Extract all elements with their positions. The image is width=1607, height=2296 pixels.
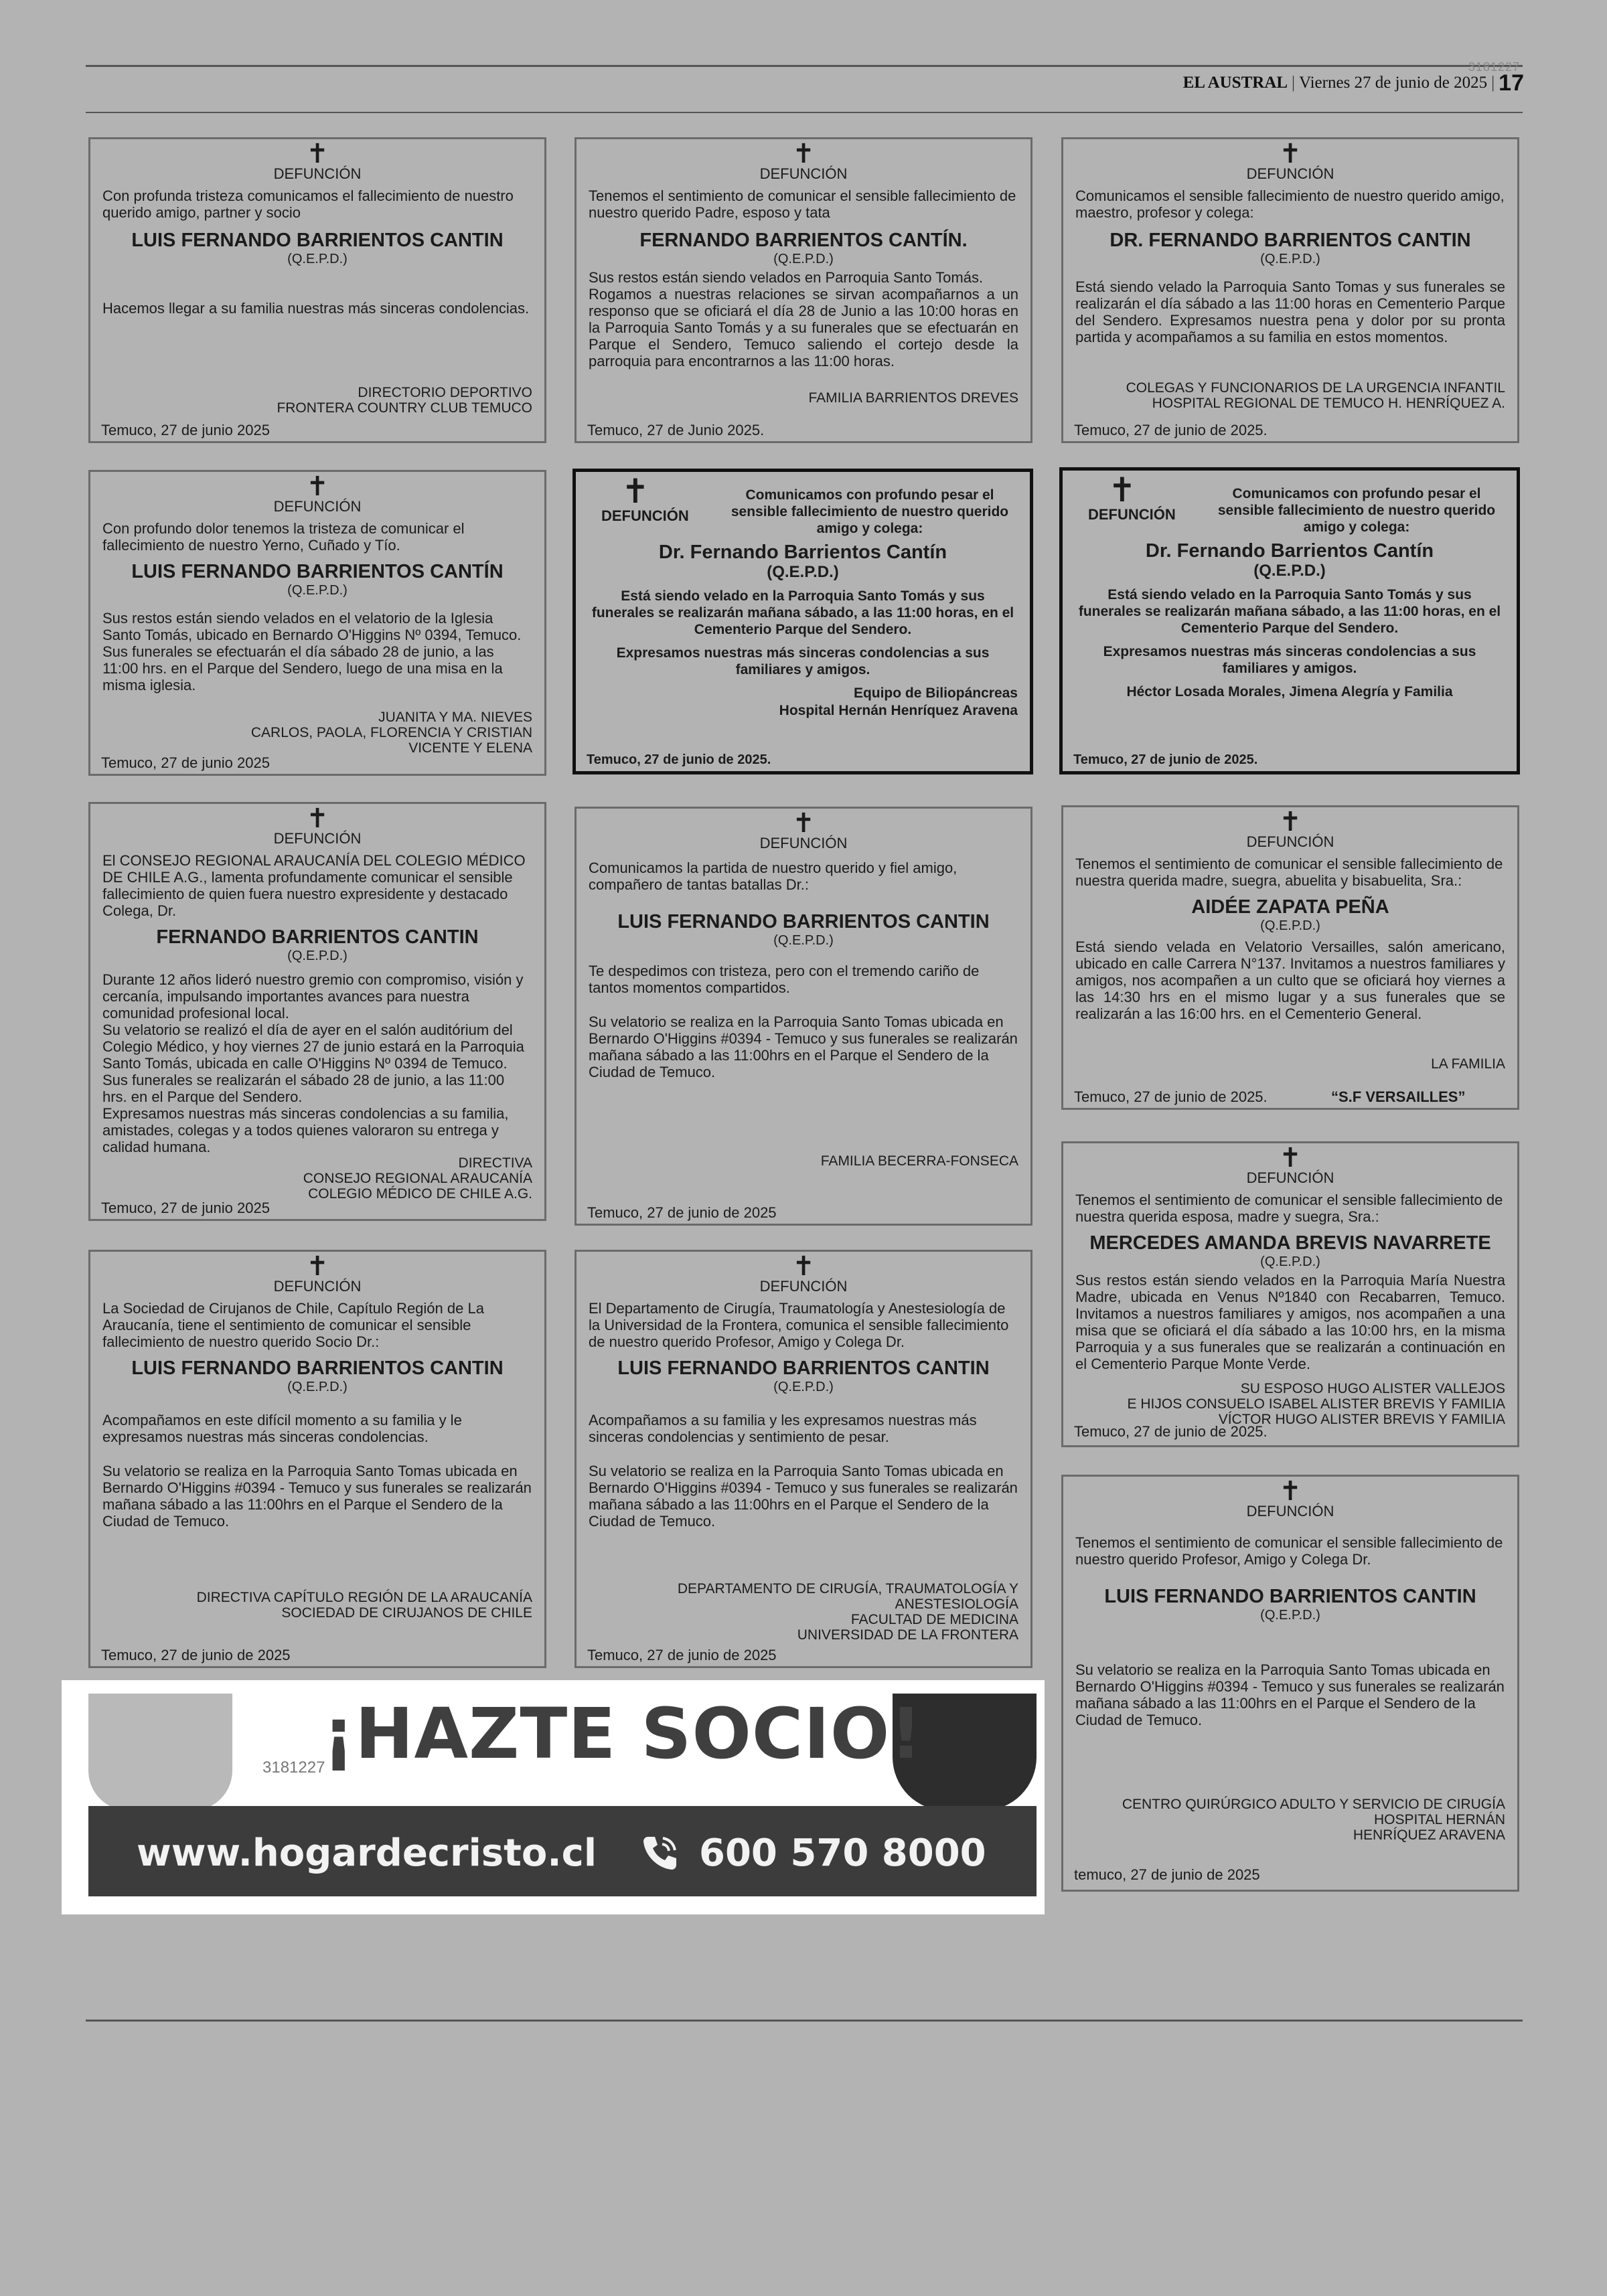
ad-decor-shape-left — [88, 1694, 232, 1811]
obituary-kind: DEFUNCIÓN — [1246, 1169, 1334, 1186]
header-rule — [86, 65, 1523, 67]
signature-line: FRONTERA COUNTRY CLUB TEMUCO — [277, 400, 532, 416]
obituary-card-3 — [1061, 137, 1519, 443]
phone-icon — [639, 1831, 682, 1874]
obituary-signature — [1126, 380, 1505, 411]
signature-line: CARLOS, PAOLA, FLORENCIA Y CRISTIAN — [250, 725, 532, 740]
obituary-intro: La Sociedad de Cirujanos de Chile, Capítulo Región de La Araucanía, tiene el sentimiento de comunicar el sensible fallecimiento de nuestro querido Socio Dr.: — [102, 1300, 484, 1350]
masthead-separator: | — [1292, 74, 1296, 92]
obituary-body: Su velatorio se realiza en la Parroquia Santo Tomas ubicada en Bernardo O'Higgins #0394 - Temuco y sus funerales se realizarán mañana sábado a las 11:00hrs en el Parque el Sendero de la Ciudad de Temuco. — [102, 1463, 532, 1530]
deceased-name: LUIS FERNANDO BARRIENTOS CANTIN — [617, 1358, 990, 1379]
signature-line: DIRECTIVA — [458, 1155, 532, 1171]
boxed-header — [1075, 471, 1505, 536]
page-number: 17 — [1499, 70, 1524, 96]
obituary-date: Temuco, 27 de junio de 2025 — [101, 1647, 291, 1663]
signature-line: Hospital Hernán Henríquez Aravena — [779, 703, 1018, 718]
obituary-body: Expresamos nuestras más sinceras condolencias a sus familiares y amigos. — [1103, 644, 1476, 676]
obituary-body: Sus restos están siendo velados en Parroquia Santo Tomás. — [589, 269, 984, 286]
obituary-kind: DEFUNCIÓN — [273, 498, 362, 515]
deceased-name: LUIS FERNANDO BARRIENTOS CANTIN — [617, 911, 990, 932]
obituary-card-1 — [88, 137, 546, 443]
obituary-date: Temuco, 27 de junio de 2025. — [1074, 422, 1268, 438]
obituary-body: Está siendo velado en la Parroquia Santo Tomás y sus funerales se realizarán mañana sábado, a las 11:00 horas, en el Cementerio Parque del Sendero. — [591, 588, 1014, 637]
obituary-intro: Con profundo dolor tenemos la tristeza de comunicar el fallecimiento de nuestro Yerno, Cuñado y Tío. — [102, 520, 465, 554]
signature-line: SU ESPOSO HUGO ALISTER VALLEJOS — [1240, 1381, 1505, 1396]
obituary-kind: DEFUNCIÓN — [601, 507, 689, 524]
signature-line: Equipo de Biliopáncreas — [853, 685, 1018, 701]
obituary-card-13 — [1061, 1475, 1519, 1892]
obituary-date: Temuco, 27 de junio de 2025. — [1074, 1423, 1268, 1440]
obituary-body: Durante 12 años lideró nuestro gremio con compromiso, visión y cercanía, impulsando importantes avances para nuestra comunidad profesional local. — [102, 971, 524, 1021]
cross-icon: ✝ — [792, 1251, 815, 1282]
hogar-de-cristo-ad[interactable] — [62, 1680, 1045, 1914]
masthead-separator-2: | — [1491, 74, 1495, 92]
signature-line: HENRÍQUEZ ARAVENA — [1353, 1827, 1505, 1843]
qepd-label: (Q.E.P.D.) — [773, 933, 834, 948]
signature-line: FAMILIA BARRIENTOS DREVES — [808, 390, 1018, 406]
boxed-header-left — [1075, 471, 1209, 536]
obituary-date: Temuco, 27 de Junio 2025. — [587, 422, 765, 438]
qepd-label: (Q.E.P.D.) — [1253, 562, 1326, 580]
funeral-home: “S.F VERSAILLES” — [1331, 1088, 1466, 1105]
obituary-intro: El Departamento de Cirugía, Traumatología y Anestesiología de la Universidad de la Frontera, comunica el sensible fallecimiento de nuestro querido Profesor, Amigo y Colega Dr. — [589, 1300, 1009, 1350]
obituary-intro: Comunicamos la partida de nuestro querido y fiel amigo, compañero de tantas batallas Dr.: — [589, 859, 958, 893]
cross-icon: ✝ — [1279, 1476, 1302, 1507]
ghost-page-id: 3181227 — [1468, 60, 1520, 74]
obituary-date: Temuco, 27 de junio de 2025 — [587, 1204, 777, 1221]
ad-phone[interactable]: 600 570 8000 — [699, 1831, 986, 1875]
cross-icon: ✝ — [306, 471, 329, 502]
obituary-body: Su velatorio se realizó el día de ayer en el salón auditórium del Colegio Médico, y hoy viernes 27 de junio estará en la Parroquia Santo Tomás, ubicada en calle O'Higgins Nº 0394 de Temuco. Sus funerales se realizarán el sábado 28 de junio, a las 11:00 hrs. en el Parque del Sendero. — [102, 1021, 524, 1105]
signature-line: SOCIEDAD DE CIRUJANOS DE CHILE — [281, 1605, 532, 1621]
obituary-signature — [303, 1155, 532, 1202]
deceased-name: AIDÉE ZAPATA PEÑA — [1191, 896, 1389, 918]
signature-line: FACULTAD DE MEDICINA — [850, 1612, 1018, 1627]
obituary-body: Rogamos a nuestras relaciones se sirvan acompañarnos a un responso que se oficiará el día 28 de Junio a las 10:00 horas en la Parroquia Santo Tomás y a su funerales que se efectuarán en Parque el Sendero, Temuco saliendo el cortejo desde la parroquia para encontrarnos a las 11:00 horas. — [589, 286, 1018, 370]
ad-headline: ¡HAZTE SOCIO! — [323, 1693, 923, 1775]
boxed-header — [588, 472, 1018, 537]
signature-line: DIRECTORIO DEPORTIVO — [358, 385, 532, 400]
obituary-body: Su velatorio se realiza en la Parroquia Santo Tomas ubicada en Bernardo O'Higgins #0394 - Temuco y sus funerales se realizarán mañana sábado a las 11:00hrs en el Parque el Sendero de la Ciudad de Temuco. — [1075, 1661, 1505, 1728]
obituary-signature — [577, 1581, 1018, 1643]
obituary-kind: DEFUNCIÓN — [759, 1278, 848, 1295]
obituary-intro: El CONSEJO REGIONAL ARAUCANÍA DEL COLEGIO MÉDICO DE CHILE A.G., lamenta profundamente comunicar el sensible fallecimiento de quien fuera nuestro expresidente y destacado Colega, Dr. — [102, 852, 526, 919]
signature-line: JUANITA Y MA. NIEVES — [378, 710, 532, 725]
obituary-intro: Comunicamos el sensible fallecimiento de nuestro querido amigo, maestro, profesor y colega: — [1075, 187, 1505, 221]
deceased-name: LUIS FERNANDO BARRIENTOS CANTIN — [131, 230, 504, 251]
signature-line: DEPARTAMENTO DE CIRUGÍA, TRAUMATOLOGÍA Y ANESTESIOLOGÍA — [677, 1581, 1018, 1612]
signature-line: HOSPITAL HERNÁN — [1373, 1812, 1505, 1827]
qepd-label: (Q.E.P.D.) — [773, 252, 834, 266]
obituary-intro: Comunicamos con profundo pesar el sensible fallecimiento de nuestro querido amigo y colega: — [731, 487, 1009, 536]
obituary-intro: Con profunda tristeza comunicamos el fallecimiento de nuestro querido amigo, partner y socio — [102, 187, 514, 221]
obituary-body: Está siendo velado en la Parroquia Santo Tomás y sus funerales se realizarán mañana sábado, a las 11:00 horas, en el Cementerio Parque del Sendero. — [1078, 587, 1501, 636]
cross-icon: ✝ — [621, 472, 649, 511]
obituary-signature — [1128, 1381, 1505, 1427]
qepd-label: (Q.E.P.D.) — [1260, 1608, 1320, 1623]
obituary-body: Hacemos llegar a su familia nuestras más sinceras condolencias. — [102, 300, 530, 317]
ad-code: 3181227 — [262, 1758, 325, 1777]
obituary-card-9 — [1061, 805, 1519, 1110]
signature-line: LA FAMILIA — [1431, 1056, 1505, 1072]
signature-line: VÍCTOR HUGO ALISTER BREVIS Y FAMILIA — [1218, 1412, 1505, 1427]
cross-icon: ✝ — [306, 803, 329, 834]
obituary-card-6 — [1059, 467, 1520, 774]
deceased-name: LUIS FERNANDO BARRIENTOS CANTÍN — [131, 561, 504, 582]
qepd-label: (Q.E.P.D.) — [287, 1380, 348, 1394]
paper-name: EL AUSTRAL — [1182, 74, 1288, 92]
signature-line: CONSEJO REGIONAL ARAUCANÍA — [303, 1171, 532, 1186]
cross-icon: ✝ — [1279, 807, 1302, 837]
obituary-kind: DEFUNCIÓN — [1246, 833, 1334, 850]
qepd-label: (Q.E.P.D.) — [1260, 1254, 1320, 1269]
obituary-card-11 — [88, 1250, 546, 1668]
cross-icon: ✝ — [306, 1251, 329, 1282]
cross-icon: ✝ — [792, 139, 815, 169]
obituary-signature — [1122, 1797, 1505, 1843]
signature-line: UNIVERSIDAD DE LA FRONTERA — [797, 1627, 1018, 1643]
signature-line: VICENTE Y ELENA — [408, 740, 532, 756]
obituary-intro: Comunicamos con profundo pesar el sensible fallecimiento de nuestro querido amigo y colega: — [1217, 486, 1496, 535]
obituary-kind: DEFUNCIÓN — [1246, 1503, 1334, 1520]
signature-line: Héctor Losada Morales, Jimena Alegría y Familia — [1126, 684, 1453, 700]
obituary-body: Expresamos nuestras más sinceras condolencias a su familia, amistades, colegas y a todos quienes valoraron su entrega y calidad humana. — [102, 1105, 509, 1155]
obituary-date: Temuco, 27 de junio 2025 — [101, 1200, 270, 1216]
deceased-name: LUIS FERNANDO BARRIENTOS CANTIN — [1104, 1586, 1476, 1607]
obituary-body: Expresamos nuestras más sinceras condolencias a sus familiares y amigos. — [616, 645, 990, 677]
obituary-signature — [821, 1153, 1018, 1169]
obituary-kind: DEFUNCIÓN — [273, 830, 362, 847]
obituary-kind: DEFUNCIÓN — [273, 1278, 362, 1295]
footer-rule — [86, 2020, 1523, 2022]
deceased-name: LUIS FERNANDO BARRIENTOS CANTIN — [131, 1358, 504, 1379]
obituary-date: Temuco, 27 de junio 2025 — [101, 422, 270, 438]
obituary-body: Sus restos están siendo velados en la Parroquia María Nuestra Madre, ubicada en Venus Nº1840 con Recabarren, Temuco. Invitamos a nuestros familiares y amigos, nos acompañen a una misa que se oficiará el día sábado a las 10:00 hrs, en la misma Parroquia y a sus funerales que se realizarán a continuación en el Cementerio Parque Monte Verde. — [1075, 1272, 1505, 1372]
obituary-intro: Tenemos el sentimiento de comunicar el sensible fallecimiento de nuestra querida madre, suegra, abuelita y bisabuelita, Sra.: — [1075, 855, 1503, 889]
signature-line: HOSPITAL REGIONAL DE TEMUCO H. HENRÍQUEZ A. — [1152, 396, 1505, 411]
obituary-signature — [197, 1590, 532, 1621]
qepd-label: (Q.E.P.D.) — [287, 949, 348, 963]
cross-icon: ✝ — [1108, 471, 1136, 509]
obituary-signature — [808, 390, 1018, 406]
obituary-card-5 — [572, 469, 1033, 774]
cross-icon: ✝ — [306, 139, 329, 169]
ad-contact-bar — [88, 1806, 1037, 1896]
obituary-card-12 — [575, 1250, 1032, 1668]
qepd-label: (Q.E.P.D.) — [287, 583, 348, 598]
signature-line: E HIJOS CONSUELO ISABEL ALISTER BREVIS Y FAMILIA — [1127, 1396, 1505, 1412]
obituary-intro: Tenemos el sentimiento de comunicar el sensible fallecimiento de nuestro querido Padre, esposo y tata — [589, 187, 1016, 221]
qepd-label: (Q.E.P.D.) — [773, 1380, 834, 1394]
obituary-body: Te despedimos con tristeza, pero con el tremendo cariño de tantos momentos compartidos. — [589, 963, 980, 996]
obituary-signature — [277, 385, 532, 416]
obituary-card-8 — [575, 807, 1032, 1226]
deceased-name: DR. FERNANDO BARRIENTOS CANTIN — [1109, 230, 1471, 251]
obituary-kind: DEFUNCIÓN — [273, 165, 362, 182]
deceased-name: FERNANDO BARRIENTOS CANTIN — [156, 926, 479, 948]
obituary-date: Temuco, 27 de junio 2025 — [101, 754, 270, 771]
qepd-label: (Q.E.P.D.) — [1260, 252, 1320, 266]
deceased-name: Dr. Fernando Barrientos Cantín — [658, 542, 947, 563]
signature-line: DIRECTIVA CAPÍTULO REGIÓN DE LA ARAUCANÍA — [196, 1590, 532, 1605]
cross-icon: ✝ — [1279, 1143, 1302, 1173]
obituary-signature — [1431, 1056, 1505, 1072]
obituary-date: Temuco, 27 de junio de 2025. — [1074, 1088, 1268, 1105]
obituary-card-7 — [88, 802, 546, 1221]
obituary-body: Sus restos están siendo velados en el velatorio de la Iglesia Santo Tomás, ubicado en Bernardo O'Higgins Nº 0394, Temuco. Sus funerales se efectuarán el día sábado 28 de junio, a las 11:00 hrs. en el Parque del Sendero, luego de una misa en la misma iglesia. — [102, 610, 522, 693]
obituary-date: Temuco, 27 de junio de 2025. — [587, 752, 771, 767]
signature-line: CENTRO QUIRÚRGICO ADULTO Y SERVICIO DE CIRUGÍA — [1122, 1797, 1505, 1812]
obituary-body: Está siendo velada en Velatorio Versailles, salón americano, ubicado en calle Carrera N°137. Invitamos a nuestros familiares y amigos, nos acompañen a un culto que se oficiará hoy viernes a las 14:30 hrs en el mismo lugar y a sus funerales que se realizarán a las 16:00 hrs. en el Cementerio General. — [1075, 938, 1505, 1022]
deceased-name: Dr. Fernando Barrientos Cantín — [1145, 540, 1434, 562]
signature-line: FAMILIA BECERRA-FONSECA — [820, 1153, 1018, 1169]
obituary-date: Temuco, 27 de junio de 2025. — [1073, 752, 1258, 767]
obituary-kind: DEFUNCIÓN — [1246, 165, 1334, 182]
obituary-intro: Tenemos el sentimiento de comunicar el sensible fallecimiento de nuestra querida esposa, madre y suegra, Sra.: — [1075, 1192, 1503, 1225]
ad-url[interactable]: www.hogardecristo.cl — [137, 1831, 597, 1875]
obituary-date: temuco, 27 de junio de 2025 — [1074, 1866, 1260, 1883]
obituary-card-4 — [88, 470, 546, 776]
qepd-label: (Q.E.P.D.) — [287, 252, 348, 266]
obituary-kind: DEFUNCIÓN — [1088, 506, 1176, 523]
obituary-body: Acompañamos a su familia y les expresamos nuestras más sinceras condolencias y sentimiento de pesar. — [589, 1412, 977, 1445]
qepd-label: (Q.E.P.D.) — [767, 563, 839, 581]
boxed-header-left — [588, 472, 722, 537]
obituary-body: Su velatorio se realiza en la Parroquia Santo Tomas ubicada en Bernardo O'Higgins #0394 - Temuco y sus funerales se realizarán mañana sábado a las 11:00hrs en el Parque el Sendero de la Ciudad de Temuco. — [589, 1013, 1018, 1080]
obituary-kind: DEFUNCIÓN — [759, 835, 848, 851]
qepd-label: (Q.E.P.D.) — [1260, 918, 1320, 933]
deceased-name: MERCEDES AMANDA BREVIS NAVARRETE — [1089, 1232, 1491, 1254]
obituary-date: Temuco, 27 de junio de 2025 — [587, 1647, 777, 1663]
obituary-intro: Tenemos el sentimiento de comunicar el sensible fallecimiento de nuestro querido Profesor, Amigo y Colega Dr. — [1075, 1534, 1503, 1568]
obituary-card-10 — [1061, 1141, 1519, 1447]
obituary-kind: DEFUNCIÓN — [759, 165, 848, 182]
obituary-signature — [588, 685, 1018, 720]
obituary-body: Su velatorio se realiza en la Parroquia Santo Tomas ubicada en Bernardo O'Higgins #0394 - Temuco y sus funerales se realizarán mañana sábado a las 11:00hrs en el Parque el Sendero de la Ciudad de Temuco. — [589, 1463, 1018, 1530]
obituary-body: Acompañamos en este difícil momento a su familia y le expresamos nuestras más sinceras condolencias. — [102, 1412, 462, 1445]
deceased-name: FERNANDO BARRIENTOS CANTÍN. — [639, 230, 968, 251]
obituary-card-2 — [575, 137, 1032, 443]
cross-icon: ✝ — [792, 808, 815, 839]
cross-icon: ✝ — [1279, 139, 1302, 169]
signature-line: COLEGIO MÉDICO DE CHILE A.G. — [308, 1186, 532, 1202]
obituary-signature — [1075, 683, 1505, 701]
masthead — [1183, 70, 1524, 96]
signature-line: COLEGAS Y FUNCIONARIOS DE LA URGENCIA INFANTIL — [1126, 380, 1505, 396]
obituary-body: Está siendo velado la Parroquia Santo Tomas y sus funerales se realizarán el día sábado a las 11:00 horas en Cementerio Parque del Sendero. Expresamos nuestra pena y dolor por su pronta partida y acompañamos a su familia en estos momentos. — [1075, 278, 1505, 345]
issue-date: Viernes 27 de junio de 2025 — [1299, 74, 1488, 92]
header-rule-lower — [86, 112, 1523, 113]
obituary-signature — [251, 710, 532, 756]
